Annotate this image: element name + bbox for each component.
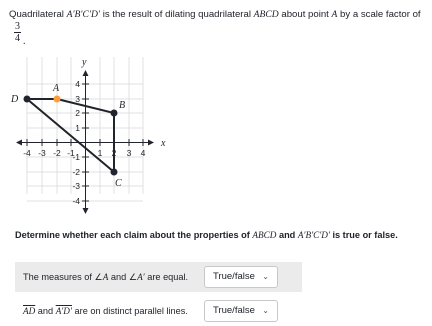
- true-false-dropdown[interactable]: [204, 300, 278, 322]
- dropdown-value: True/false: [213, 305, 255, 316]
- x-tick-label: 1: [97, 148, 103, 158]
- y-tick-label: 3: [75, 94, 80, 104]
- x-tick-label: 3: [126, 148, 132, 158]
- x-axis-label: x: [161, 138, 166, 149]
- x-tick-label: 2: [111, 148, 117, 158]
- y-tick-label: -3: [72, 181, 80, 191]
- true-false-dropdown[interactable]: [204, 266, 278, 288]
- point-d: [24, 96, 31, 103]
- claim-row: [15, 262, 302, 292]
- y-tick-label: -2: [72, 167, 80, 177]
- sentence-period: .: [23, 36, 26, 47]
- y-tick-label: -4: [72, 196, 80, 206]
- claim-text: The measures of ∠A and ∠A′ are equal.: [23, 272, 189, 282]
- label-c: C: [115, 178, 122, 189]
- chevron-down-icon: ⌄: [262, 306, 269, 315]
- x-tick-label: -3: [38, 148, 46, 158]
- label-a: A: [53, 83, 60, 94]
- y-tick-label: -1: [72, 152, 80, 162]
- label-b: B: [119, 100, 126, 111]
- coordinate-graph: [0, 48, 180, 218]
- claim-text: $\overline{AD}$ and A′D′ are on distinct parallel lines.: [23, 306, 188, 316]
- question-text: Quadrilateral A′B′C′D′ is the result of dilating quadrilateral ABCD about point A by a scale factor of: [9, 9, 421, 20]
- point-c: [111, 169, 118, 176]
- point-b: [111, 110, 118, 117]
- instruction-text: Determine whether each claim about the properties of ABCD and A′B′C′D′ is true or false.: [15, 230, 398, 240]
- y-axis-label: y: [82, 57, 87, 68]
- y-tick-label: 4: [75, 79, 80, 89]
- x-tick-label: -1: [67, 148, 75, 158]
- fraction-denominator: 4: [15, 33, 20, 44]
- scale-factor-fraction: [14, 21, 26, 47]
- chevron-down-icon: ⌄: [262, 272, 269, 281]
- x-tick-label: -2: [53, 148, 61, 158]
- quadrilateral-abcd: [27, 99, 114, 172]
- x-tick-label: -4: [23, 148, 31, 158]
- claim-row: [15, 296, 302, 326]
- dropdown-value: True/false: [213, 271, 255, 282]
- fraction-numerator: 3: [15, 21, 20, 32]
- x-tick-label: 4: [140, 148, 146, 158]
- point-a: [54, 96, 61, 103]
- label-d: D: [11, 94, 19, 105]
- y-tick-label: 2: [75, 108, 80, 118]
- y-tick-label: 1: [75, 123, 80, 133]
